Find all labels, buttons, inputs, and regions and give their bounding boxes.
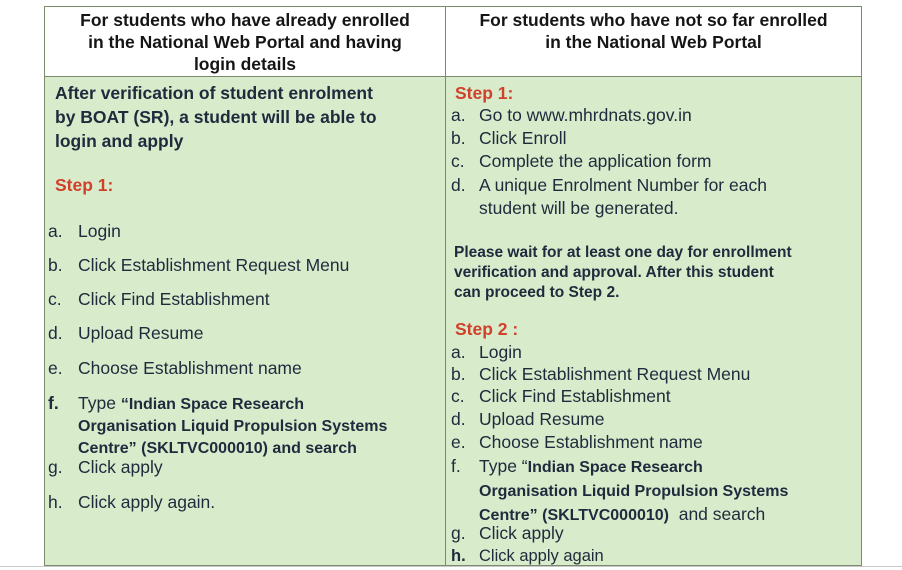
right-step1-label: Step 1:: [455, 83, 514, 103]
note-line1: Please wait for at least one day for enrollment: [454, 244, 792, 261]
item-label: b.: [451, 364, 466, 384]
item-text: Click apply: [479, 523, 564, 543]
right-step2-item-f: [451, 455, 788, 527]
right-step1-item-c: [451, 151, 711, 172]
item-text-line2: student will be generated.: [479, 198, 679, 218]
item-text: Go to www.mhrdnats.gov.in: [479, 105, 692, 125]
item-label: d.: [451, 175, 466, 195]
item-label: f.: [451, 456, 461, 476]
item-label: d.: [451, 409, 466, 429]
item-label: c.: [451, 151, 465, 171]
item-label: g.: [451, 523, 466, 543]
item-text: Complete the application form: [479, 151, 712, 171]
item-text-bold1: Indian Space Research: [527, 459, 703, 476]
item-text: Choose Establishment name: [479, 432, 703, 452]
left-intro-line2: by BOAT (SR), a student will be able to: [55, 107, 377, 127]
item-text: Login: [479, 342, 522, 362]
right-column: [446, 77, 861, 565]
enrollment-wait-note: [454, 243, 792, 303]
item-text: Click apply: [78, 457, 163, 477]
item-label: a.: [48, 221, 63, 241]
header-left-line3: login details: [193, 54, 297, 74]
header-left-line1: For students who have already enrolled: [80, 10, 410, 30]
note-line3: can proceed to Step 2.: [454, 284, 620, 301]
right-step2-item-b: [451, 364, 750, 385]
note-line2: verification and approval. After this student: [454, 264, 774, 281]
item-text-bold2: Organisation Liquid Propulsion Systems: [479, 483, 789, 500]
item-text-post: and search: [668, 504, 766, 524]
item-label: b.: [48, 255, 63, 275]
item-text: Click Enroll: [479, 128, 567, 148]
item-label: h.: [48, 492, 63, 512]
left-item-g: [48, 457, 163, 478]
left-intro-line1: After verification of student enrolment: [55, 83, 373, 103]
left-step1-label: Step 1:: [55, 175, 114, 195]
left-intro-line3: login and apply: [55, 131, 184, 151]
item-label: b.: [451, 128, 466, 148]
item-text-pre: Type “: [479, 456, 528, 476]
left-item-f: [48, 393, 387, 459]
right-step1-item-a: [451, 105, 692, 126]
header-right-line2: in the National Web Portal: [545, 32, 762, 52]
right-step2-item-h: [451, 547, 604, 566]
item-text: Login: [78, 221, 121, 241]
item-label: e.: [451, 432, 466, 452]
left-item-c: [48, 289, 270, 310]
item-label: f.: [48, 393, 59, 413]
item-text: Upload Resume: [78, 323, 204, 343]
left-item-h: [48, 492, 215, 513]
instructions-table: [44, 6, 862, 566]
header-left-line2: in the National Web Portal and having: [88, 32, 402, 52]
right-step2-item-g: [451, 523, 564, 544]
item-text-bold1: “Indian Space Research: [120, 396, 304, 413]
item-text: Click Establishment Request Menu: [479, 364, 751, 384]
item-text: Choose Establishment name: [78, 358, 302, 378]
item-label: a.: [451, 105, 466, 125]
item-text-bold2: Organisation Liquid Propulsion Systems: [78, 418, 388, 435]
item-text: Click Find Establishment: [479, 386, 671, 406]
header-not-enrolled: [446, 7, 861, 77]
item-text: Click apply again.: [78, 492, 216, 512]
right-step2-item-a: [451, 342, 522, 363]
left-item-a: [48, 221, 121, 242]
left-item-e: [48, 358, 302, 379]
item-text-bold3: Centre” (SKLTVC000010) and search: [78, 440, 357, 457]
item-text: Upload Resume: [479, 409, 605, 429]
page-bottom-divider: [0, 566, 902, 567]
item-text-pre: Type: [78, 393, 121, 413]
header-right-line1: For students who have not so far enrolled: [479, 10, 828, 30]
right-step1-item-d: [451, 174, 767, 220]
item-label: c.: [451, 386, 465, 406]
left-column: [45, 77, 446, 565]
item-label: c.: [48, 289, 62, 309]
item-label: a.: [451, 342, 466, 362]
item-text: Click apply again: [479, 547, 604, 565]
item-text: Click Find Establishment: [78, 289, 270, 309]
left-item-b: [48, 255, 349, 276]
right-step2-item-d: [451, 409, 604, 430]
item-label: h.: [451, 547, 466, 565]
item-label: e.: [48, 358, 63, 378]
item-text: Click Establishment Request Menu: [78, 255, 350, 275]
right-step2-item-e: [451, 432, 703, 453]
item-text-line1: A unique Enrolment Number for each: [479, 175, 767, 195]
item-text-bold3: Centre” (SKLTVC000010): [479, 507, 669, 524]
right-step2-item-c: [451, 386, 671, 407]
right-step2-label: Step 2 :: [455, 319, 519, 339]
left-item-d: [48, 323, 203, 344]
item-label: d.: [48, 323, 63, 343]
header-already-enrolled: [45, 7, 446, 77]
right-step1-item-b: [451, 128, 567, 149]
item-label: g.: [48, 457, 63, 477]
